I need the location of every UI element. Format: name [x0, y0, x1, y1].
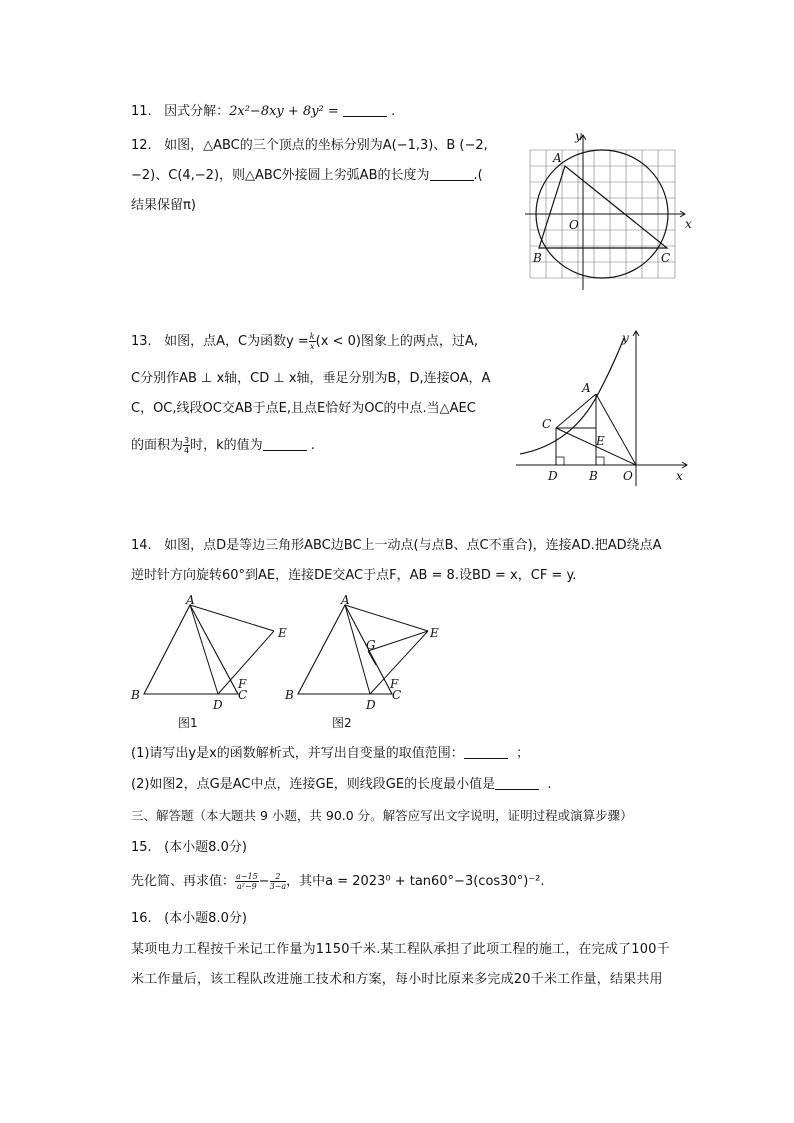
q13-text-line3: C，OC,线段OC交AB于点E,且点E恰好为OC的中点.当△AEC — [131, 401, 476, 416]
q12-text-line2: −2)、C(4,−2)，则△ABC外接圆上劣弧AB的长度为 — [131, 168, 430, 183]
q14-figure2 — [282, 595, 452, 735]
q14-fig2-label-G: G — [366, 638, 376, 652]
q13-area-den: 4 — [184, 446, 190, 455]
q15-f1-num: a−15 — [236, 872, 258, 881]
q15-number: 15. — [131, 840, 152, 855]
q14-figure1 — [128, 595, 298, 735]
q15-score: (本小题8.0分) — [164, 840, 247, 855]
q13-label-A: A — [582, 381, 591, 395]
q14-fig1-label-A: A — [186, 593, 195, 607]
q13-label-B: B — [589, 469, 598, 483]
q12-line3 — [131, 196, 196, 216]
q14-line2 — [131, 566, 576, 586]
q16-number: 16. — [131, 911, 152, 926]
q14-sub2-end: . — [547, 777, 552, 792]
q15-fraction-1 — [235, 872, 259, 891]
q14-fig2-caption: 图2 — [332, 716, 352, 730]
q12-line1 — [131, 136, 488, 156]
q16-text-line1: 某项电力工程按千米记工作量为1150千米.某工程队承担了此项工程的施工，在完成了100千 — [131, 942, 670, 957]
q12-figure — [525, 130, 695, 290]
q16-header — [131, 909, 247, 929]
q16-text-line2: 米工作量后，该工程队改进施工技术和方案，每小时比原来多完成20千米工作量，结果共用 — [131, 972, 663, 987]
q13-number: 13. — [131, 334, 152, 349]
q14-fig1-caption: 图1 — [178, 716, 198, 730]
q12-line2-end: .( — [473, 168, 483, 183]
q13-answer-blank — [263, 438, 307, 451]
q11-line — [131, 102, 395, 122]
q13-figure — [512, 328, 692, 488]
q12-label-C: C — [661, 251, 671, 265]
q13-line3 — [131, 399, 476, 419]
q12-label-O: O — [569, 218, 579, 232]
q14-sub1 — [131, 744, 529, 764]
q14-text-line1: 如图，点D是等边三角形ABC边BC上一动点(与点B、点C不重合)，连接AD.把AD绕点A — [164, 538, 662, 553]
q12-label-x: x — [685, 217, 692, 231]
q13-text-line4b: 时，k的值为 — [190, 438, 263, 453]
q12-label-B: B — [533, 251, 542, 265]
q12-line2 — [131, 166, 483, 186]
q13-label-C: C — [542, 417, 552, 431]
q15-text-b: ，其中a = 2023⁰ + tan60°−3(cos30°)⁻². — [286, 874, 545, 889]
q13-text-line2: C分别作AB ⊥ x轴，CD ⊥ x轴，垂足分别为B，D,连接OA，A — [131, 371, 491, 386]
q14-fig2-label-C: C — [392, 688, 402, 702]
q14-fig2-label-D: D — [366, 698, 376, 712]
q13-line2 — [131, 369, 490, 389]
q11-text: 因式分解： — [164, 104, 230, 119]
q14-fig1-label-B: B — [131, 688, 140, 702]
q12-label-A: A — [553, 151, 562, 165]
q15-f2-den: 3−a — [269, 882, 287, 891]
q13-line4 — [131, 436, 315, 456]
q14-fig2-label-B: B — [285, 688, 294, 702]
q11-expr: 2x²−8xy + 8y² = — [229, 104, 339, 119]
q15-f1-den: a²−9 — [236, 882, 257, 891]
q11-end: . — [391, 104, 396, 119]
q12-label-y: y — [575, 129, 582, 143]
q12-text-line3: 结果保留π) — [131, 198, 196, 213]
q13-text-b: (x < 0)图象上的两点，过A, — [315, 334, 478, 349]
q11-answer-blank — [343, 104, 387, 117]
q13-frac-den: x — [309, 342, 315, 351]
q11-number: 11. — [131, 104, 152, 119]
section-3-heading — [131, 806, 633, 826]
q13-text-a: 如图，点A，C为函数y = — [164, 334, 309, 349]
q14-sub1-end: ； — [516, 746, 530, 761]
q16-score: (本小题8.0分) — [164, 911, 247, 926]
q13-label-y: y — [622, 331, 629, 345]
q13-area-num: 3 — [184, 436, 190, 445]
q14-sub1-text: (1)请写出y是x的函数解析式，并写出自变量的取值范围： — [131, 746, 464, 761]
q16-line1 — [131, 940, 670, 960]
q15-minus: − — [258, 874, 270, 889]
q13-fraction-kx — [309, 332, 316, 351]
q15-header — [131, 838, 247, 858]
q16-line2 — [131, 970, 663, 990]
q13-text-line4a: 的面积为 — [131, 438, 184, 453]
q13-label-x: x — [676, 469, 683, 483]
q14-number: 14. — [131, 538, 152, 553]
q14-sub2-text: (2)如图2，点G是AC中点，连接GE，则线段GE的长度最小值是 — [131, 777, 496, 792]
q14-sub1-blank — [464, 746, 508, 759]
q13-frac-num: k — [309, 332, 315, 341]
q12-text-line1: 如图，△ABC的三个顶点的坐标分别为A(−1,3)、B (−2, — [164, 138, 488, 153]
q13-label-O: O — [623, 469, 633, 483]
q14-fig2-label-F: F — [390, 677, 399, 691]
q14-fig1-label-F: F — [238, 677, 247, 691]
q14-fig1-label-E: E — [278, 626, 287, 640]
q14-fig1-label-D: D — [213, 698, 223, 712]
q13-label-E: E — [596, 434, 605, 448]
q12-answer-blank — [430, 168, 474, 181]
q15-body — [131, 872, 545, 892]
section-3-text: 三、解答题（本大题共 9 小题，共 90.0 分。解答应写出文字说明，证明过程或演算步骤） — [131, 808, 633, 823]
q13-end: . — [310, 438, 315, 453]
q14-line1 — [131, 536, 662, 556]
q13-label-D: D — [548, 469, 558, 483]
q15-f2-num: 2 — [270, 872, 287, 882]
q15-fraction-2 — [270, 872, 287, 891]
q14-fig2-label-E: E — [430, 626, 439, 640]
q14-sub2-blank — [495, 777, 539, 790]
q13-line1 — [131, 332, 478, 352]
q14-text-line2: 逆时针方向旋转60°到AE，连接DE交AC于点F，AB = 8.设BD = x，CF = y. — [131, 568, 577, 583]
q12-number: 12. — [131, 138, 152, 153]
q15-text-a: 先化简、再求值： — [131, 874, 236, 889]
q14-sub2 — [131, 775, 551, 795]
q14-fig1-label-C: C — [238, 688, 248, 702]
q14-fig2-label-A: A — [341, 593, 350, 607]
